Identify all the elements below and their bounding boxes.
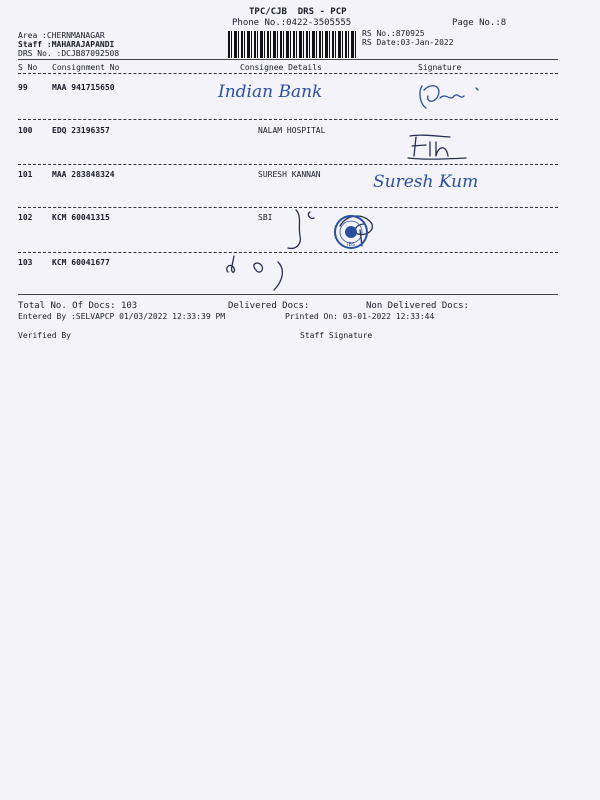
row-consignee: SBI [258,213,273,222]
column-signature: Signature [418,63,462,72]
row-sno: 100 [18,126,33,135]
phone-number: Phone No.:0422-3505555 [232,18,352,28]
row-consignment: MAA 283848324 [52,170,115,179]
header-rule-bottom [18,73,558,74]
entered-by: Entered By :SELVAPCP 01/03/2022 12:33:39 PM [18,312,226,321]
staff-signature: Staff Signature [300,331,373,340]
staff-label: Staff :MAHARAJAPANDI [18,40,115,49]
row-divider [18,119,558,120]
bank-stamp [333,214,369,250]
handwritten-signature-text: Suresh Kum [373,172,479,192]
row-consignee: NALAM HOSPITAL [258,126,326,135]
row-consignment: MAA 941715650 [52,83,115,92]
printed-on: Printed On: 03-01-2022 12:33:44 [285,312,435,321]
handwritten-signature [220,248,310,294]
row-consignee: SURESH KANNAN [258,170,321,179]
table-bottom-rule [18,294,558,295]
header-rule-top [18,59,558,60]
delivered-docs: Delivered Docs: [228,301,310,311]
area-label: Area :CHERNMANAGAR [18,31,105,40]
svg-text:IBS: IBS [347,242,355,248]
row-sno: 102 [18,213,33,222]
total-docs: Total No. Of Docs: 103 [18,301,138,311]
page-number: Page No.:8 [452,18,507,28]
row-consignment: EDQ 23196357 [52,126,110,135]
non-delivered-docs: Non Delivered Docs: [366,301,469,311]
handwritten-signature-text: Indian Bank [218,82,323,102]
column-consignee: Consignee Details [240,63,322,72]
handwritten-signature [406,128,476,162]
row-consignment: KCM 60041677 [52,258,110,267]
verified-by: Verified By [18,331,71,340]
column-sno: S No [18,63,38,72]
row-sno: 99 [18,83,28,92]
rs-date: RS Date:03-Jan-2022 [362,38,454,47]
column-consignment: Consignment No [52,63,120,72]
handwritten-signature [408,78,498,118]
drs-number: DRS No. :DCJB87092508 [18,49,120,58]
row-consignment: KCM 60041315 [52,213,110,222]
barcode [228,31,356,58]
row-divider [18,164,558,165]
row-sno: 101 [18,170,33,179]
document-title: TPC/CJB DRS - PCP [249,7,347,17]
rs-number: RS No.:870925 [362,29,425,38]
row-sno: 103 [18,258,33,267]
